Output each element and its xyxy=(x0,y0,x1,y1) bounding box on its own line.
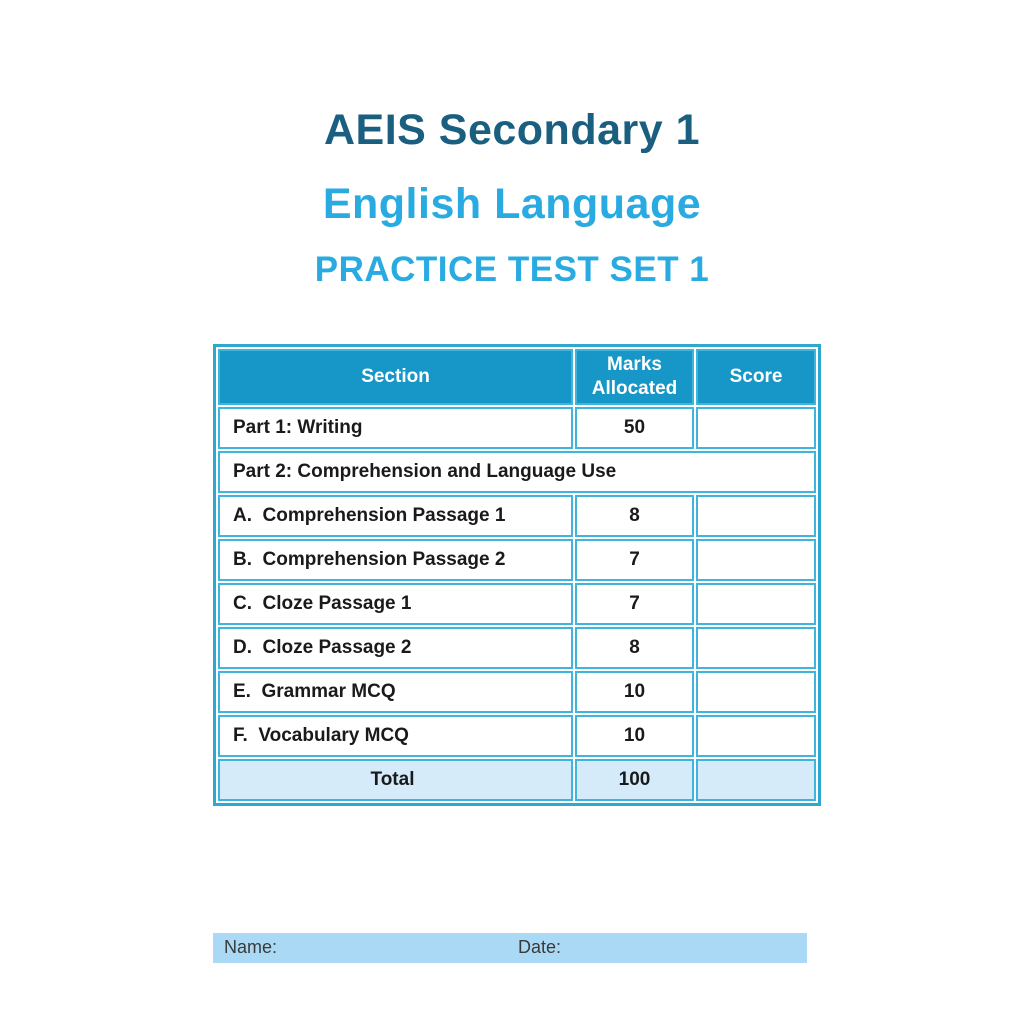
subject-title: English Language xyxy=(322,180,702,228)
table-row xyxy=(218,715,816,757)
section-cell: Total xyxy=(218,759,573,801)
date-label: Date: xyxy=(518,937,562,957)
table-row xyxy=(218,539,816,581)
score-cell xyxy=(696,583,816,625)
score-cell xyxy=(696,495,816,537)
section-cell: Part 2: Comprehension and Language Use xyxy=(218,451,816,493)
table-row xyxy=(218,407,816,449)
marks-cell: 100 xyxy=(575,759,694,801)
section-cell: Part 1: Writing xyxy=(218,407,573,449)
table-row xyxy=(218,451,816,493)
test-set-title: PRACTICE TEST SET 1 xyxy=(314,250,710,289)
marks-cell: 7 xyxy=(575,539,694,581)
score-cell xyxy=(696,715,816,757)
page-title: AEIS Secondary 1 xyxy=(323,106,701,154)
section-cell: F. Vocabulary MCQ xyxy=(218,715,573,757)
name-label: Name: xyxy=(224,937,278,957)
table-header-row xyxy=(218,349,816,405)
marks-cell: 7 xyxy=(575,583,694,625)
table-row xyxy=(218,671,816,713)
column-header-section: Section xyxy=(218,349,573,405)
marks-cell: 10 xyxy=(575,715,694,757)
column-header-score: Score xyxy=(696,349,816,405)
score-cell xyxy=(696,627,816,669)
score-cell xyxy=(696,671,816,713)
marks-cell: 10 xyxy=(575,671,694,713)
marks-cell: 50 xyxy=(575,407,694,449)
marks-cell: 8 xyxy=(575,495,694,537)
score-cell xyxy=(696,539,816,581)
section-cell: E. Grammar MCQ xyxy=(218,671,573,713)
table-row xyxy=(218,627,816,669)
score-cell xyxy=(696,759,816,801)
marks-cell: 8 xyxy=(575,627,694,669)
table-row xyxy=(218,495,816,537)
marks-table xyxy=(213,344,821,806)
column-header-marks-allocated: Marks Allocated xyxy=(575,349,694,405)
table-row xyxy=(218,583,816,625)
section-cell: B. Comprehension Passage 2 xyxy=(218,539,573,581)
score-cell xyxy=(696,407,816,449)
section-cell: D. Cloze Passage 2 xyxy=(218,627,573,669)
total-row xyxy=(218,759,816,801)
name-date-bar xyxy=(213,933,807,963)
section-cell: A. Comprehension Passage 1 xyxy=(218,495,573,537)
section-cell: C. Cloze Passage 1 xyxy=(218,583,573,625)
